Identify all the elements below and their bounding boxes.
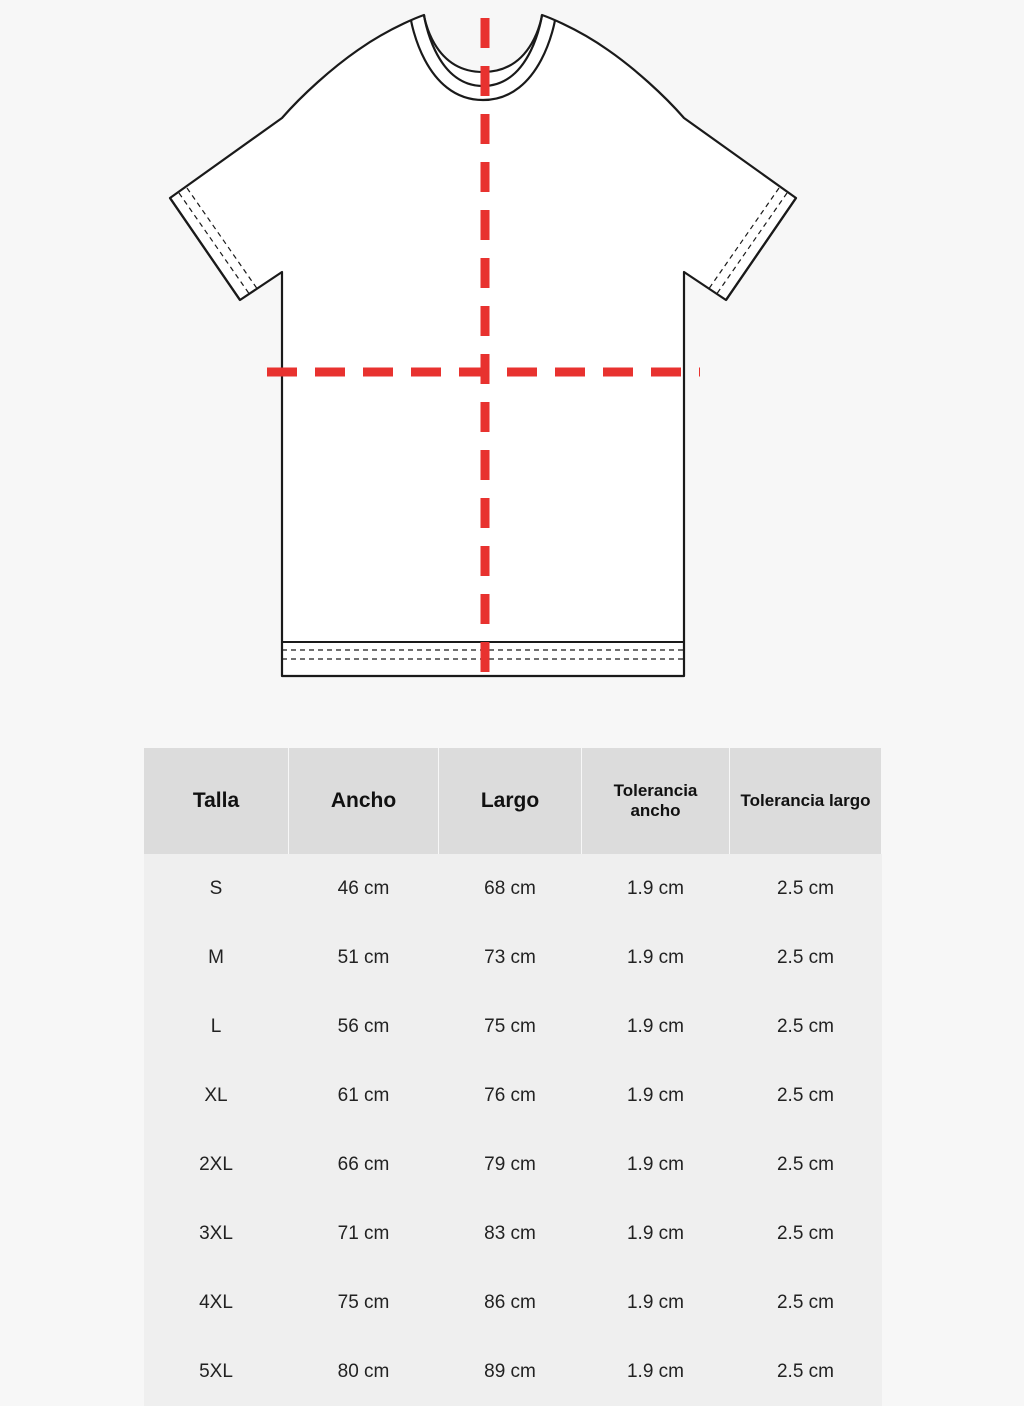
cell-tolerancia-ancho: 1.9 cm	[582, 1130, 730, 1199]
cell-ancho: 71 cm	[289, 1199, 439, 1268]
cell-ancho: 46 cm	[289, 854, 439, 923]
table-row	[144, 1061, 882, 1130]
cell-size: 4XL	[144, 1268, 289, 1337]
cell-ancho: 61 cm	[289, 1061, 439, 1130]
cell-largo: 68 cm	[439, 854, 582, 923]
cell-tolerancia-largo: 2.5 cm	[730, 992, 882, 1061]
cell-ancho: 80 cm	[289, 1337, 439, 1406]
table-row	[144, 1199, 882, 1268]
cell-size: 5XL	[144, 1337, 289, 1406]
cell-tolerancia-ancho: 1.9 cm	[582, 1337, 730, 1406]
table-row	[144, 992, 882, 1061]
cell-largo: 75 cm	[439, 992, 582, 1061]
table-row	[144, 1268, 882, 1337]
cell-tolerancia-ancho: 1.9 cm	[582, 1268, 730, 1337]
cell-tolerancia-largo: 2.5 cm	[730, 1199, 882, 1268]
cell-size: M	[144, 923, 289, 992]
cell-tolerancia-largo: 2.5 cm	[730, 854, 882, 923]
table-row	[144, 1337, 882, 1406]
cell-tolerancia-largo: 2.5 cm	[730, 923, 882, 992]
cell-ancho: 51 cm	[289, 923, 439, 992]
column-header-tolerancia-ancho: Tolerancia ancho	[582, 748, 730, 854]
cell-tolerancia-ancho: 1.9 cm	[582, 1199, 730, 1268]
cell-largo: 86 cm	[439, 1268, 582, 1337]
cell-tolerancia-largo: 2.5 cm	[730, 1061, 882, 1130]
cell-size: S	[144, 854, 289, 923]
cell-size: 2XL	[144, 1130, 289, 1199]
table-header-row	[144, 748, 882, 854]
cell-size: 3XL	[144, 1199, 289, 1268]
cell-ancho: 56 cm	[289, 992, 439, 1061]
cell-tolerancia-largo: 2.5 cm	[730, 1337, 882, 1406]
cell-largo: 76 cm	[439, 1061, 582, 1130]
cell-largo: 83 cm	[439, 1199, 582, 1268]
column-header-largo: Largo	[439, 748, 582, 854]
column-header-talla: Talla	[144, 748, 289, 854]
cell-tolerancia-ancho: 1.9 cm	[582, 923, 730, 992]
table-row	[144, 854, 882, 923]
column-header-tolerancia-largo: Tolerancia largo	[730, 748, 882, 854]
cell-largo: 79 cm	[439, 1130, 582, 1199]
cell-tolerancia-ancho: 1.9 cm	[582, 992, 730, 1061]
cell-tolerancia-ancho: 1.9 cm	[582, 854, 730, 923]
cell-size: XL	[144, 1061, 289, 1130]
column-header-ancho: Ancho	[289, 748, 439, 854]
cell-largo: 73 cm	[439, 923, 582, 992]
size-chart-table	[143, 748, 882, 1406]
table-row	[144, 923, 882, 992]
cell-largo: 89 cm	[439, 1337, 582, 1406]
cell-ancho: 75 cm	[289, 1268, 439, 1337]
cell-size: L	[144, 992, 289, 1061]
cell-tolerancia-ancho: 1.9 cm	[582, 1061, 730, 1130]
cell-ancho: 66 cm	[289, 1130, 439, 1199]
table-row	[144, 1130, 882, 1199]
cell-tolerancia-largo: 2.5 cm	[730, 1268, 882, 1337]
cell-tolerancia-largo: 2.5 cm	[730, 1130, 882, 1199]
